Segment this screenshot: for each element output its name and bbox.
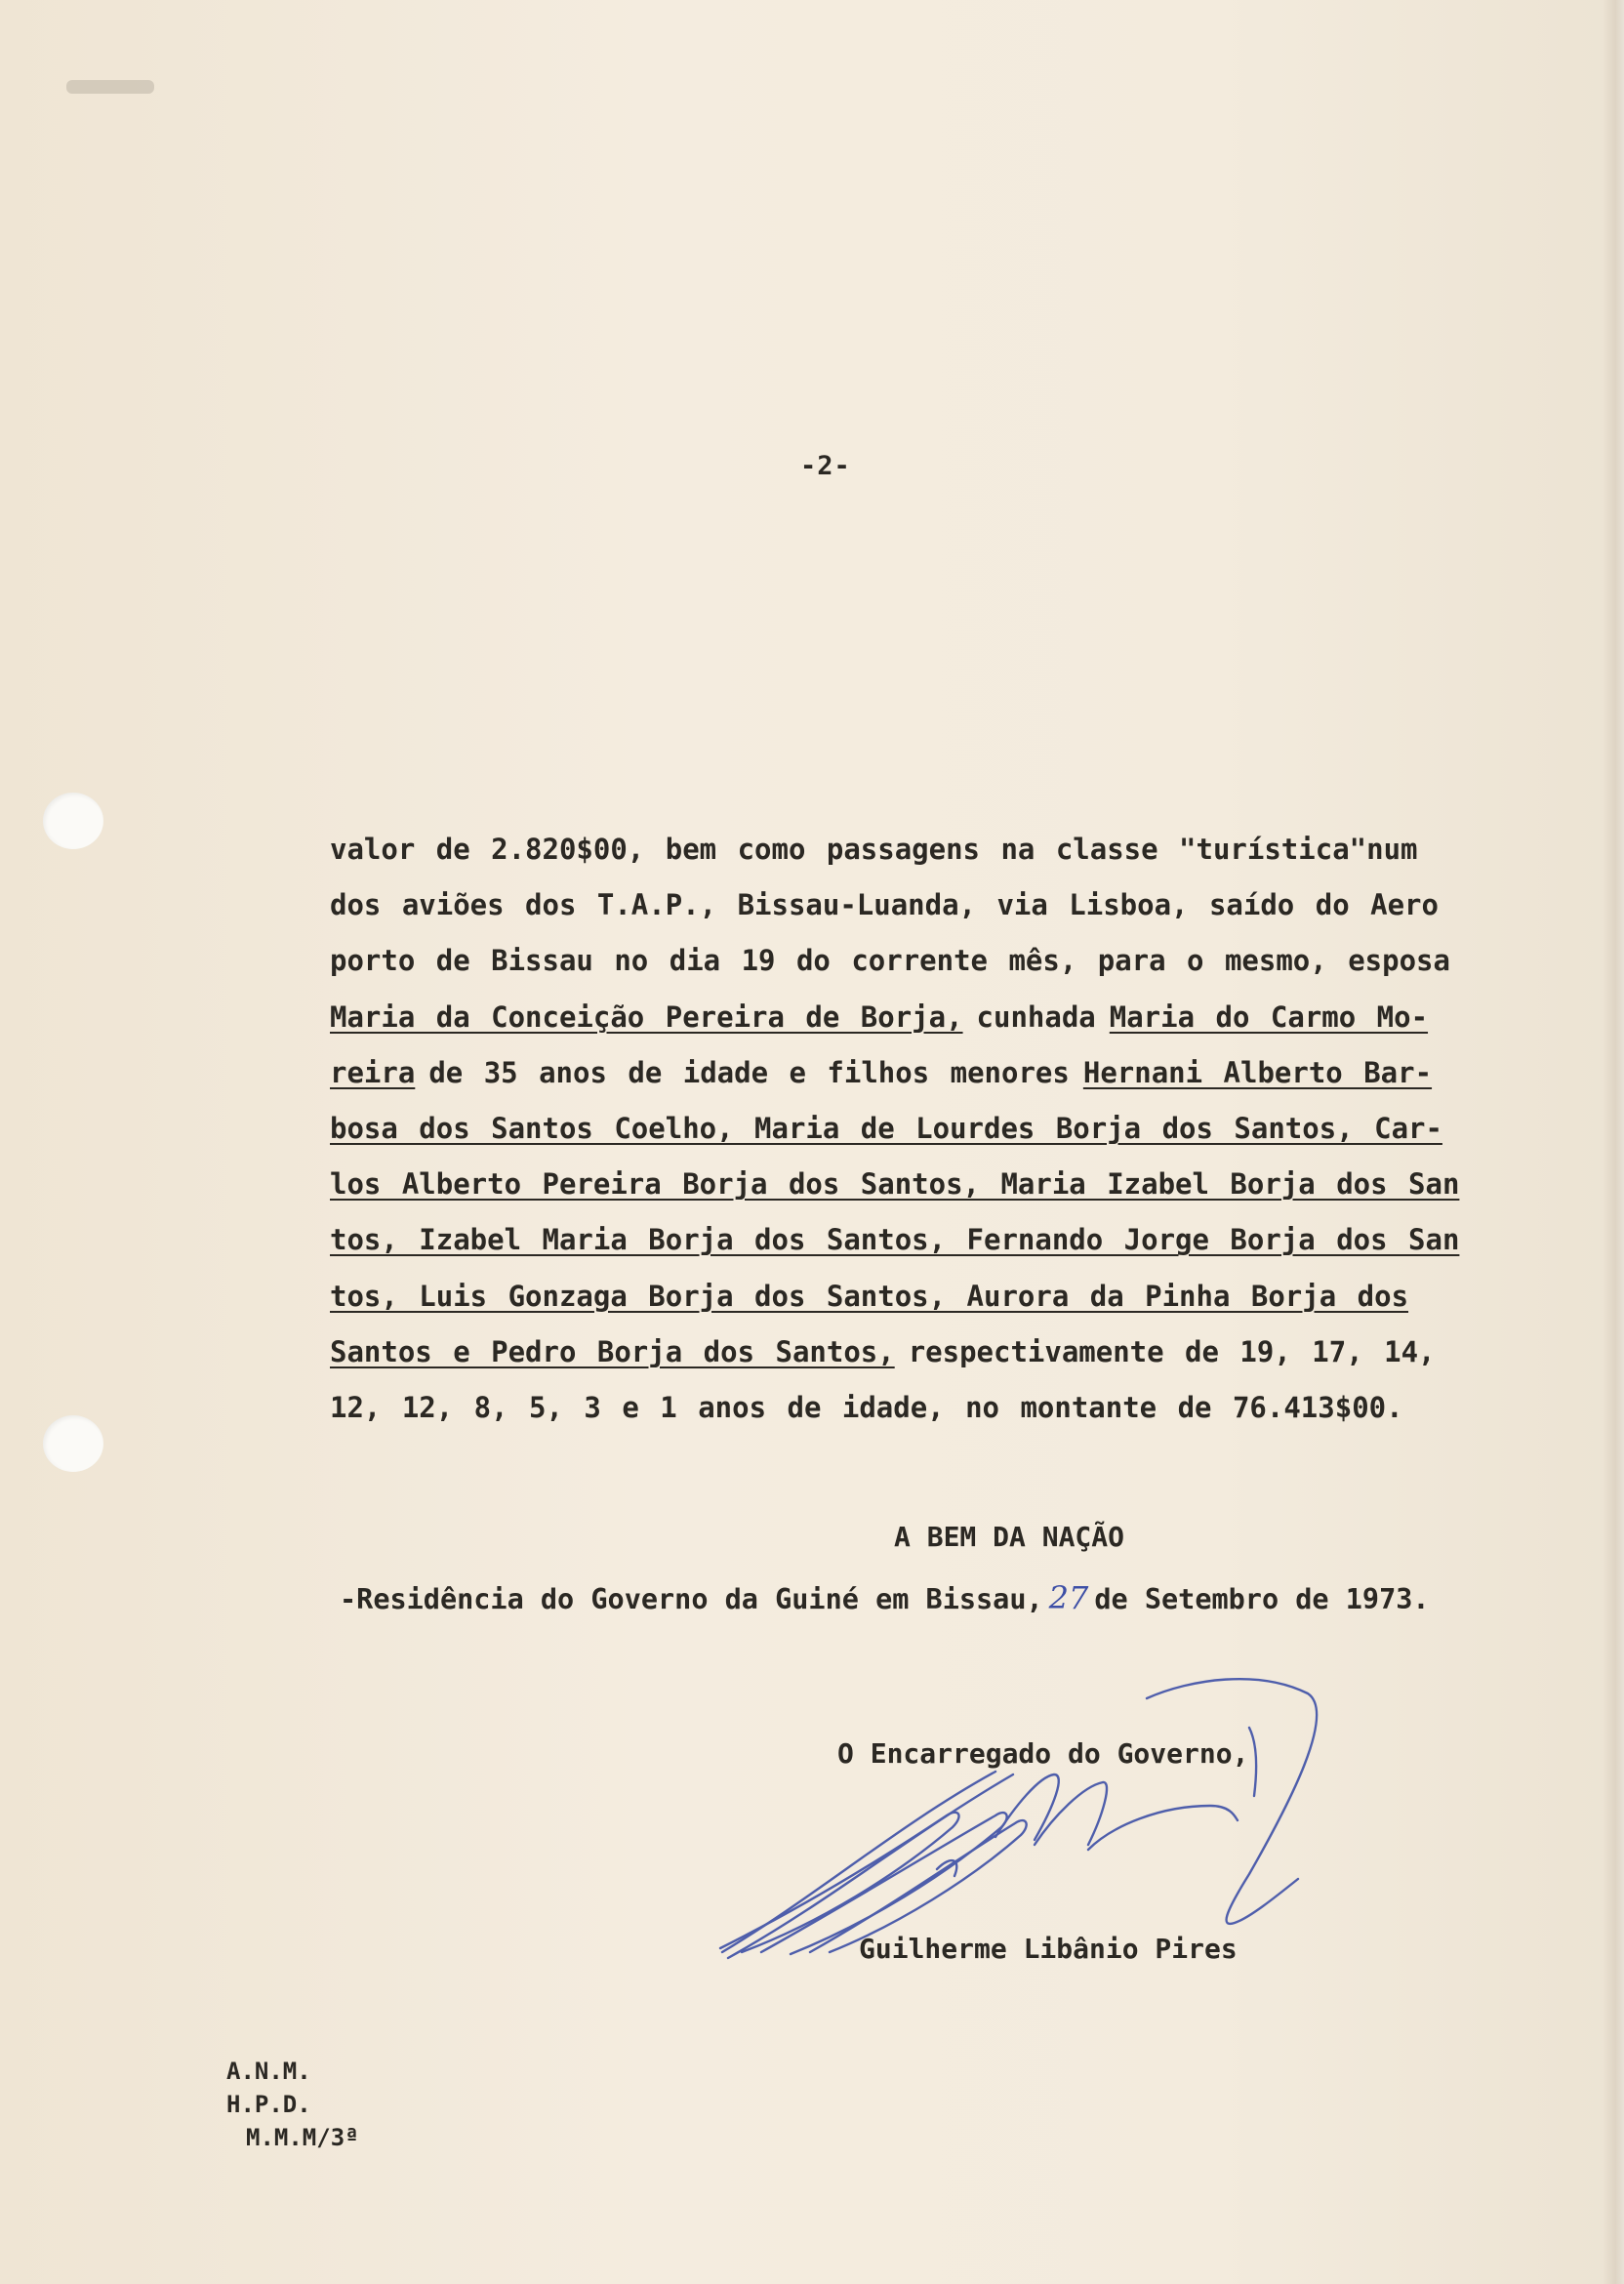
body-text-segment: dos aviões dos T.A.P., Bissau-Luanda, via Lisboa, saído do Aero [330, 888, 1439, 922]
body-text-segment: cunhada [976, 999, 1096, 1034]
body-line [330, 1045, 1624, 1101]
paper-tear-mark [66, 80, 154, 94]
underlined-name: Maria da Conceição Pereira de Borja, [330, 999, 963, 1034]
place-date-prefix: -Residência do Governo da Guiné em Bissau, [340, 1583, 1043, 1615]
punch-hole-upper [43, 793, 103, 849]
underlined-name: los Alberto Pereira Borja dos Santos, Maria Izabel Borja dos San [330, 1167, 1460, 1202]
body-text-segment: valor de 2.820$00, bem como passagens na classe "turística"num [330, 833, 1418, 866]
reference-line: H.P.D. [226, 2091, 311, 2118]
reference-line: A.N.M. [226, 2058, 311, 2085]
body-text-segment: respectivamente de 19, 17, 14, [908, 1334, 1436, 1368]
body-line [330, 1325, 1624, 1380]
underlined-name: Santos e Pedro Borja dos Santos, [330, 1334, 895, 1368]
body-line [330, 877, 1624, 933]
signer-name: Guilherme Libânio Pires [859, 1933, 1238, 1965]
body-line [330, 990, 1624, 1045]
underlined-name: tos, Luis Gonzaga Borja dos Santos, Aurora da Pinha Borja dos [330, 1279, 1409, 1313]
body-text-segment: 12, 12, 8, 5, 3 e 1 anos de idade, no montante de 76.413$00. [330, 1390, 1403, 1424]
body-line [330, 1269, 1624, 1325]
body-line [330, 822, 1624, 877]
signatory-role: O Encarregado do Governo, [837, 1737, 1249, 1770]
reference-initials [226, 2055, 359, 2154]
place-date-suffix: de Setembro de 1973. [1094, 1583, 1430, 1615]
body-line [330, 1101, 1624, 1157]
body-line [330, 933, 1624, 989]
underlined-name: Maria do Carmo Mo- [1109, 999, 1429, 1034]
underlined-name: tos, Izabel Maria Borja dos Santos, Fernando Jorge Borja dos San [330, 1223, 1460, 1257]
punch-hole-lower [43, 1415, 103, 1472]
closing-salutation: A BEM DA NAÇÃO [894, 1521, 1125, 1553]
underlined-name: reira [330, 1055, 416, 1089]
letter-body [330, 822, 1624, 1436]
body-line [330, 1157, 1624, 1212]
body-line [330, 1212, 1624, 1268]
underlined-name: Hernani Alberto Bar- [1082, 1055, 1433, 1089]
page-number: -2- [800, 451, 851, 481]
underlined-name: bosa dos Santos Coelho, Maria de Lourdes Borja dos Santos, Car- [330, 1111, 1442, 1145]
body-line [330, 1380, 1624, 1436]
body-text-segment: de 35 anos de idade e filhos menores [428, 1055, 1070, 1089]
place-and-date [340, 1579, 1430, 1616]
reference-line: M.M.M/3ª [246, 2124, 359, 2151]
body-text-segment: porto de Bissau no dia 19 do corrente mês, para o mesmo, esposa [330, 944, 1450, 978]
handwritten-day: 27 [1048, 1579, 1089, 1616]
